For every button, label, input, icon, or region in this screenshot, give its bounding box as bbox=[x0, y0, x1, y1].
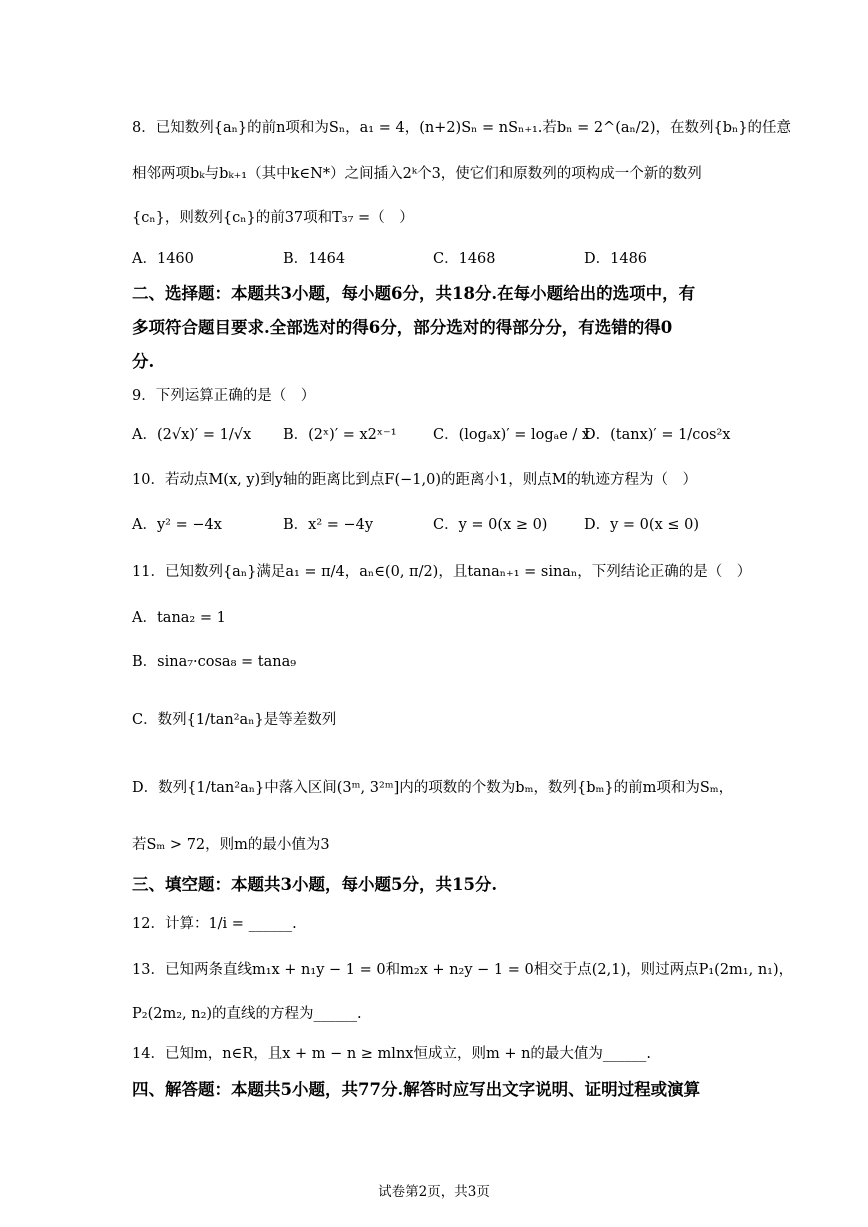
q14-text: 14．已知m，n∈R，且x + m − n ≥ mlnx恒成立，则m + n的最大值为______. bbox=[132, 1046, 652, 1062]
page-footer: 试卷第2页，共3页 bbox=[378, 1184, 490, 1200]
section-2-heading-line-3: 分. bbox=[132, 352, 155, 371]
q10-option-a: A．y² = −4x bbox=[132, 517, 222, 533]
q13-line-1: 13．已知两条直线m₁x + n₁y − 1 = 0和m₂x + n₂y − 1 = 0相交于点(2,1)，则过两点P₁(2m₁, n₁)， bbox=[132, 962, 794, 978]
section-3-heading: 三、填空题：本题共3小题，每小题5分，共15分. bbox=[132, 875, 498, 894]
section-4-heading: 四、解答题：本题共5小题，共77分.解答时应写出文字说明、证明过程或演算 bbox=[132, 1080, 701, 1099]
q9-option-a: A．(2√x)′ = 1/√x bbox=[132, 427, 252, 443]
q9-option-d: D．(tanx)′ = 1/cos²x bbox=[584, 427, 731, 443]
q9-stem: 9．下列运算正确的是（ ） bbox=[132, 388, 316, 404]
q8-line-3: {cₙ}，则数列{cₙ}的前37项和T₃₇ =（ ） bbox=[132, 210, 414, 226]
q11-option-d-continued: 若Sₘ > 72，则m的最小值为3 bbox=[132, 837, 330, 853]
q10-option-c: C．y = 0(x ≥ 0) bbox=[433, 517, 548, 533]
q8-option-c: C．1468 bbox=[433, 251, 496, 267]
q11-stem: 11．已知数列{aₙ}满足a₁ = π/4，aₙ∈(0, π/2)，且tanaₙ₊₁ = sinaₙ，下列结论正确的是（ ） bbox=[132, 564, 752, 580]
q9-option-c: C．(logₐx)′ = logₐe / x bbox=[433, 427, 591, 443]
q8-option-d: D．1486 bbox=[584, 251, 648, 267]
q8-option-b: B．1464 bbox=[283, 251, 346, 267]
q8-line-1: 8．已知数列{aₙ}的前n项和为Sₙ，a₁ = 4，(n+2)Sₙ = nSₙ₊₁.若bₙ = 2^(aₙ/2)，在数列{bₙ}的任意 bbox=[132, 120, 792, 136]
section-2-heading-line-2: 多项符合题目要求.全部选对的得6分，部分选对的得部分分，有选错的得0 bbox=[132, 318, 673, 337]
q11-option-a: A．tana₂ = 1 bbox=[132, 610, 226, 626]
q9-option-b: B．(2ˣ)′ = x2ˣ⁻¹ bbox=[283, 427, 397, 443]
q11-option-c: C．数列{1/tan²aₙ}是等差数列 bbox=[132, 712, 337, 728]
q10-option-b: B．x² = −4y bbox=[283, 517, 374, 533]
q11-option-d: D．数列{1/tan²aₙ}中落入区间(3ᵐ, 3²ᵐ]内的项数的个数为bₘ，数列{bₘ}的前m项和为Sₘ， bbox=[132, 780, 734, 796]
q10-stem: 10．若动点M(x, y)到y轴的距离比到点F(−1,0)的距离小1，则点M的轨迹方程为（ ） bbox=[132, 472, 698, 488]
section-2-heading-line-1: 二、选择题：本题共3小题，每小题6分，共18分.在每小题给出的选项中，有 bbox=[132, 284, 696, 303]
q8-option-a: A．1460 bbox=[132, 251, 194, 267]
q10-option-d: D．y = 0(x ≤ 0) bbox=[584, 517, 699, 533]
q12-text: 12．计算：1/i = ______. bbox=[132, 916, 297, 932]
q8-line-2: 相邻两项bₖ与bₖ₊₁（其中k∈N*）之间插入2ᵏ个3，使它们和原数列的项构成一个新的数列 bbox=[132, 166, 702, 182]
q13-line-2: P₂(2m₂, n₂)的直线的方程为______. bbox=[132, 1006, 362, 1022]
q11-option-b: B．sina₇·cosa₈ = tana₉ bbox=[132, 654, 297, 670]
